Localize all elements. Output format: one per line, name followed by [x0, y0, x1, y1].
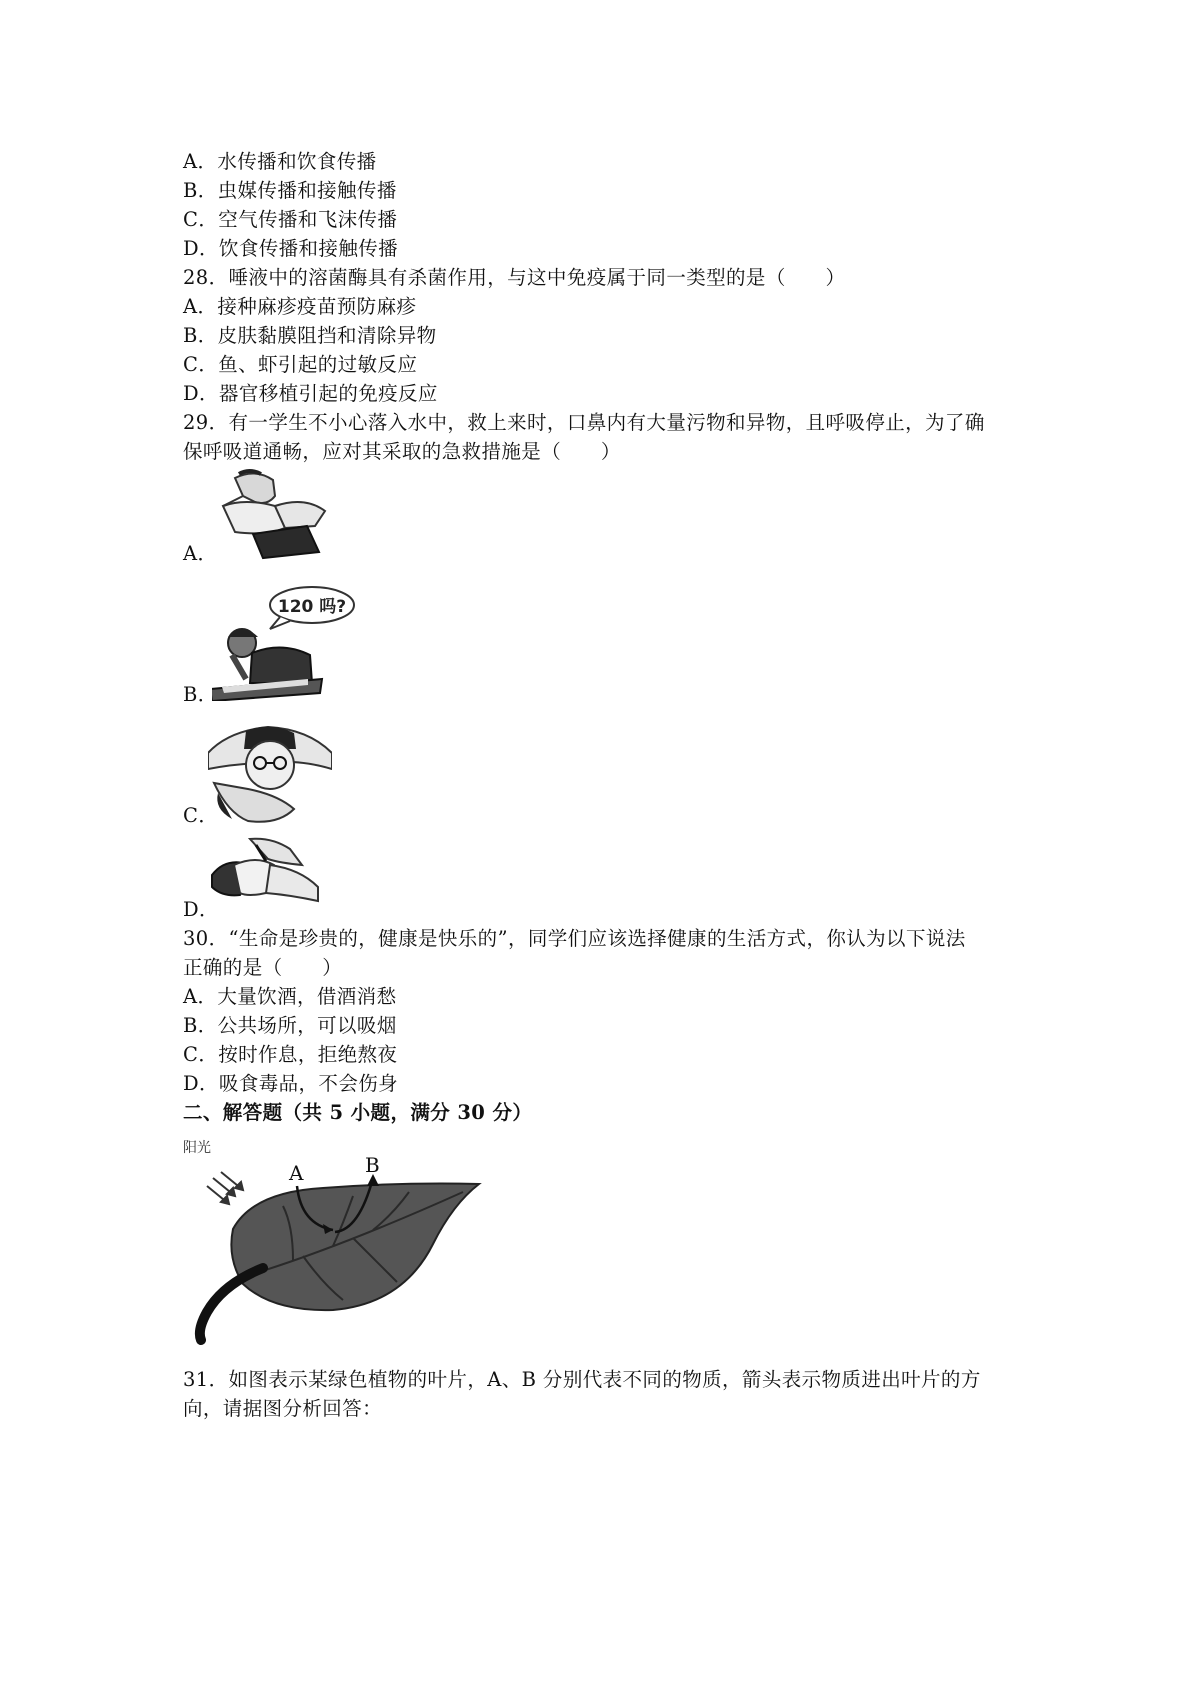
q29-figure-b	[212, 583, 372, 701]
q30-stem-line2: 正确的是（ ）	[183, 956, 343, 979]
q27-option-b: B．虫媒传播和接触传播	[183, 179, 397, 202]
q30-stem-line1: 30．“生命是珍贵的，健康是快乐的”，同学们应该选择健康的生活方式，你认为以下说法	[183, 927, 966, 950]
q31-stem-line1: 31．如图表示某绿色植物的叶片，A、B 分别代表不同的物质，箭头表示物质进出叶片的方	[183, 1368, 981, 1391]
speech-bubble-text: 120 吗?	[277, 597, 347, 617]
q30-option-d: D．吸食毒品，不会伤身	[183, 1072, 399, 1095]
q27-option-c: C．空气传播和飞沫传播	[183, 208, 398, 231]
leaf-figure	[183, 1134, 483, 1346]
q29-figure-c	[208, 723, 332, 825]
q27-option-a: A．水传播和饮食传播	[183, 150, 377, 173]
q30-option-c: C．按时作息，拒绝熬夜	[183, 1043, 398, 1066]
q29-option-b-label: B．	[183, 683, 218, 706]
q29-option-d-label: D．	[183, 898, 219, 921]
q29-figure-a	[215, 466, 345, 561]
q29-stem-line2: 保呼吸道通畅，应对其采取的急救措施是（ ）	[183, 440, 621, 463]
q28-option-c: C．鱼、虾引起的过敏反应	[183, 353, 418, 376]
label-b: B	[365, 1153, 380, 1177]
q30-option-b: B．公共场所，可以吸烟	[183, 1014, 397, 1037]
q28-option-b: B．皮肤黏膜阻挡和清除异物	[183, 324, 437, 347]
q28-option-a: A．接种麻疹疫苗预防麻疹	[183, 295, 417, 318]
q30-option-a: A．大量饮酒，借酒消愁	[183, 985, 397, 1008]
q29-option-a-label: A．	[183, 542, 218, 565]
q29-stem-line1: 29．有一学生不小心落入水中，救上来时，口鼻内有大量污物和异物，且呼吸停止，为了确	[183, 411, 985, 434]
q27-option-d: D．饮食传播和接触传播	[183, 237, 399, 260]
label-a: A	[289, 1161, 304, 1185]
q28-option-d: D．器官移植引起的免疫反应	[183, 382, 438, 405]
q29-figure-d	[210, 835, 322, 907]
q28-stem: 28．唾液中的溶菌酶具有杀菌作用，与这中免疫属于同一类型的是（ ）	[183, 266, 846, 289]
q31-stem-line2: 向，请据图分析回答：	[183, 1397, 383, 1420]
q29-option-c-label: C．	[183, 804, 219, 827]
section-heading: 二、解答题（共 5 小题，满分 30 分）	[183, 1101, 533, 1124]
sunlight-label: 阳光	[183, 1140, 211, 1156]
